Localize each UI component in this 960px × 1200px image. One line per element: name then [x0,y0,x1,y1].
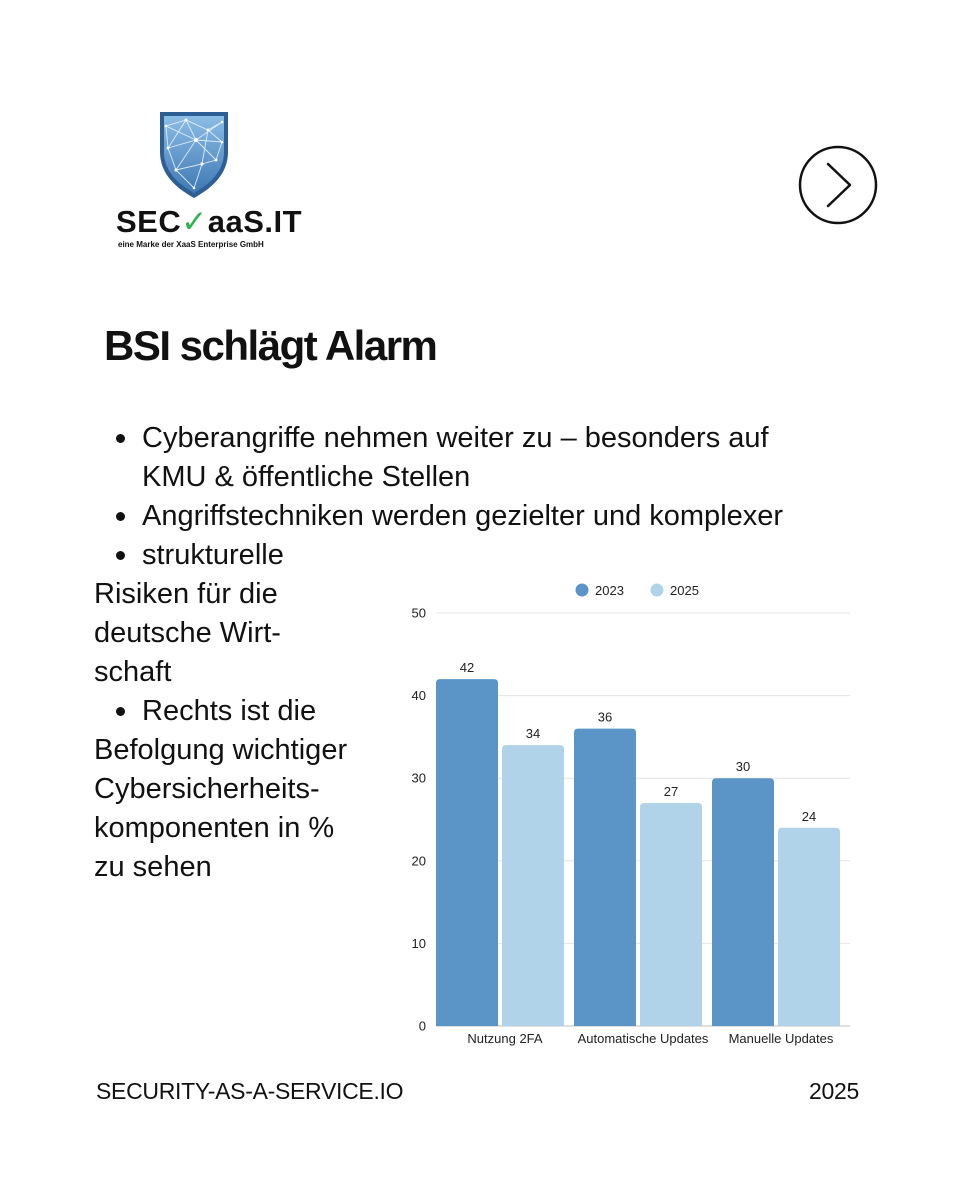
page-title: BSI schlägt Alarm [104,322,437,369]
bar-2023-1 [436,679,498,1026]
next-slide-button[interactable] [798,145,878,225]
chevron-right-icon [798,145,878,225]
bullet-3-line-1: strukturelle [142,539,284,571]
x-tick-label: Manuelle Updates [728,1031,834,1046]
brand-tagline: eine Marke der XaaS Enterprise GmbH [118,240,264,249]
data-label: 27 [663,783,679,799]
brand-name: SEC✓aaS.IT [116,204,303,239]
x-tick-label: Nutzung 2FA [467,1031,543,1046]
bullet-1-line-2: KMU & öffentliche Stellen [142,461,471,493]
bullet-4-line-3: Cybersicherheits- [94,773,320,805]
y-tick-label: 0 [418,1018,426,1034]
x-tick-label: Automatische Updates [577,1031,709,1046]
bullet-3-line-2: Risiken für die [94,578,278,610]
bar-2023-2 [574,729,636,1026]
data-label: 42 [459,660,475,676]
bullet-4-line-1: Rechts ist die [142,695,317,727]
footer-year: 2025 [809,1078,859,1104]
y-tick-label: 10 [411,935,426,951]
data-label: 36 [597,709,613,725]
data-label: 24 [801,808,817,824]
data-label: 34 [525,726,541,742]
shield-network-icon [156,108,232,200]
bullet-4-line-5: zu sehen [94,851,212,883]
bullet-3-line-4: schaft [94,656,172,688]
bar-2023-3 [712,778,774,1026]
bar-2025-1 [502,745,564,1026]
bullet-1-line-1: Cyberangriffe nehmen weiter zu – besonders auf [142,422,769,454]
bar-2025-2 [640,803,702,1026]
y-tick-label: 30 [411,770,426,786]
checkmark-icon: ✓ [181,204,208,239]
bullet-dot [116,434,125,443]
bullet-dot [116,551,125,560]
legend-label: 2023 [595,583,624,598]
data-label: 30 [735,759,751,775]
bullet-2-line-1: Angriffstechniken werden gezielter und komplexer [142,500,784,532]
brand-logo [112,108,303,258]
y-tick-label: 40 [411,688,426,704]
legend-swatch [576,584,589,597]
y-tick-label: 20 [411,853,426,869]
legend-swatch [651,584,664,597]
bullet-4-line-4: komponenten in % [94,812,335,844]
bullet-3-line-3: deutsche Wirt- [94,617,281,649]
bullet-dot [116,707,125,716]
y-tick-label: 50 [411,605,426,621]
footer-site: SECURITY-AS-A-SERVICE.IO [96,1078,404,1104]
legend-label: 2025 [670,583,699,598]
bullet-4-line-2: Befolgung wichtiger [94,734,348,766]
bar-2025-3 [778,828,840,1026]
bullet-dot [116,512,125,521]
bar-chart [380,570,860,1055]
